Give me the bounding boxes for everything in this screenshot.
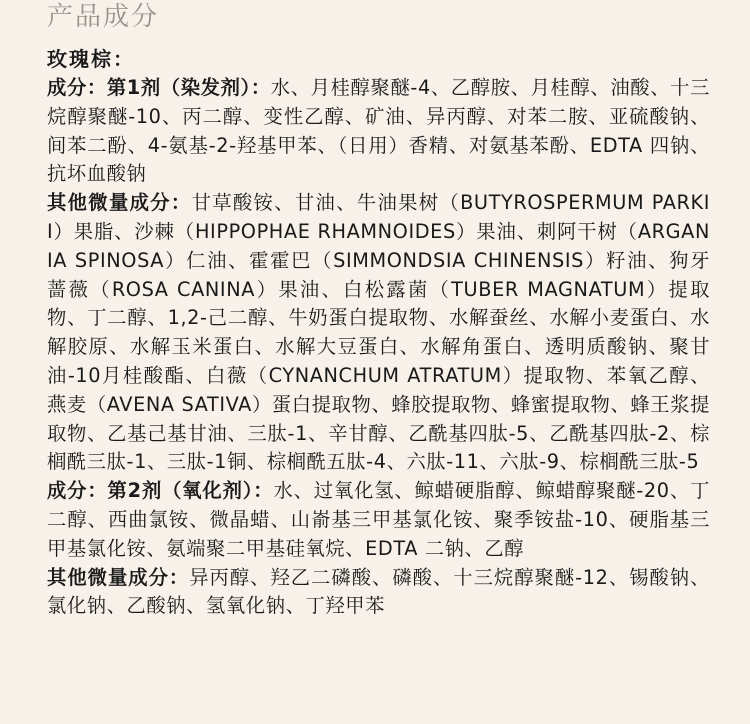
oxidant-ingredients-block [47,477,710,563]
ingredients-content [47,44,710,621]
dye-ingredients-label: 成分：第1剂（染发剂）： [47,76,271,99]
section-title: 产品成分 [47,2,160,32]
dye-ingredients-text: 水、月桂醇聚醚-4、乙醇胺、月桂醇、油酸、十三烷醇聚醚-10、丙二醇、变性乙醇、矿油、异丙醇、对苯二胺、亚硫酸钠、间苯二酚、4-氨基-2-羟基甲苯、（日用）香精、对氨基苯酚、EDTA 四钠、抗坏血酸钠 [47,76,710,186]
dye-trace-ingredients-text: 甘草酸铵、甘油、牛油果树（BUTYROSPERMUM PARKII）果脂、沙棘（HIPPOPHAE RHAMNOIDES）果油、刺阿干树（ARGANIA SPINOSA）仁油、霍霍巴（SIMMONDSIA CHINENSIS）籽油、狗牙蔷薇（ROSA CANINA）果油、白松露菌（TUBER MAGNATUM）提取物、丁二醇、1,2-己二醇、牛奶蛋白提取物、水解蚕丝、水解小麦蛋白、水解胶原、水解玉米蛋白、水解大豆蛋白、水解角蛋白、透明质酸钠、聚甘油-10月桂酸酯、白薇（CYNANCHUM ATRATUM）提取物、苯氧乙醇、燕麦（AVENA SATIVA）蛋白提取物、蜂胶提取物、蜂蜜提取物、蜂王浆提取物、乙基己基甘油、三肽-1、辛甘醇、乙酰基四肽-5、乙酰基四肽-2、棕榈酰三肽-1、三肽-1铜、棕榈酰五肽-4、六肽-11、六肽-9、棕榈酰三肽-5 [47,191,711,474]
dye-trace-ingredients-block [47,189,710,477]
oxidant-trace-ingredients-text: 异丙醇、羟乙二磷酸、磷酸、十三烷醇聚醚-12、锡酸钠、氯化钠、乙酸钠、氢氧化钠、丁羟甲苯 [47,565,710,618]
oxidant-trace-ingredients-block [47,564,710,622]
oxidant-ingredients-text: 水、过氧化氢、鲸蜡硬脂醇、鲸蜡醇聚醚-20、丁二醇、西曲氯铵、微晶蜡、山嵛基三甲基氯化铵、聚季铵盐-10、硬脂基三甲基氯化铵、氨端聚二甲基硅氧烷、EDTA 二钠、乙醇 [47,479,710,560]
oxidant-ingredients-label: 成分：第2剂（氧化剂）： [47,479,274,503]
oxidant-trace-ingredients-label: 其他微量成分： [47,565,190,589]
product-name: 玫瑰棕： [47,47,135,71]
dye-ingredients-block [47,74,710,189]
dye-trace-ingredients-label: 其他微量成分： [47,191,192,215]
